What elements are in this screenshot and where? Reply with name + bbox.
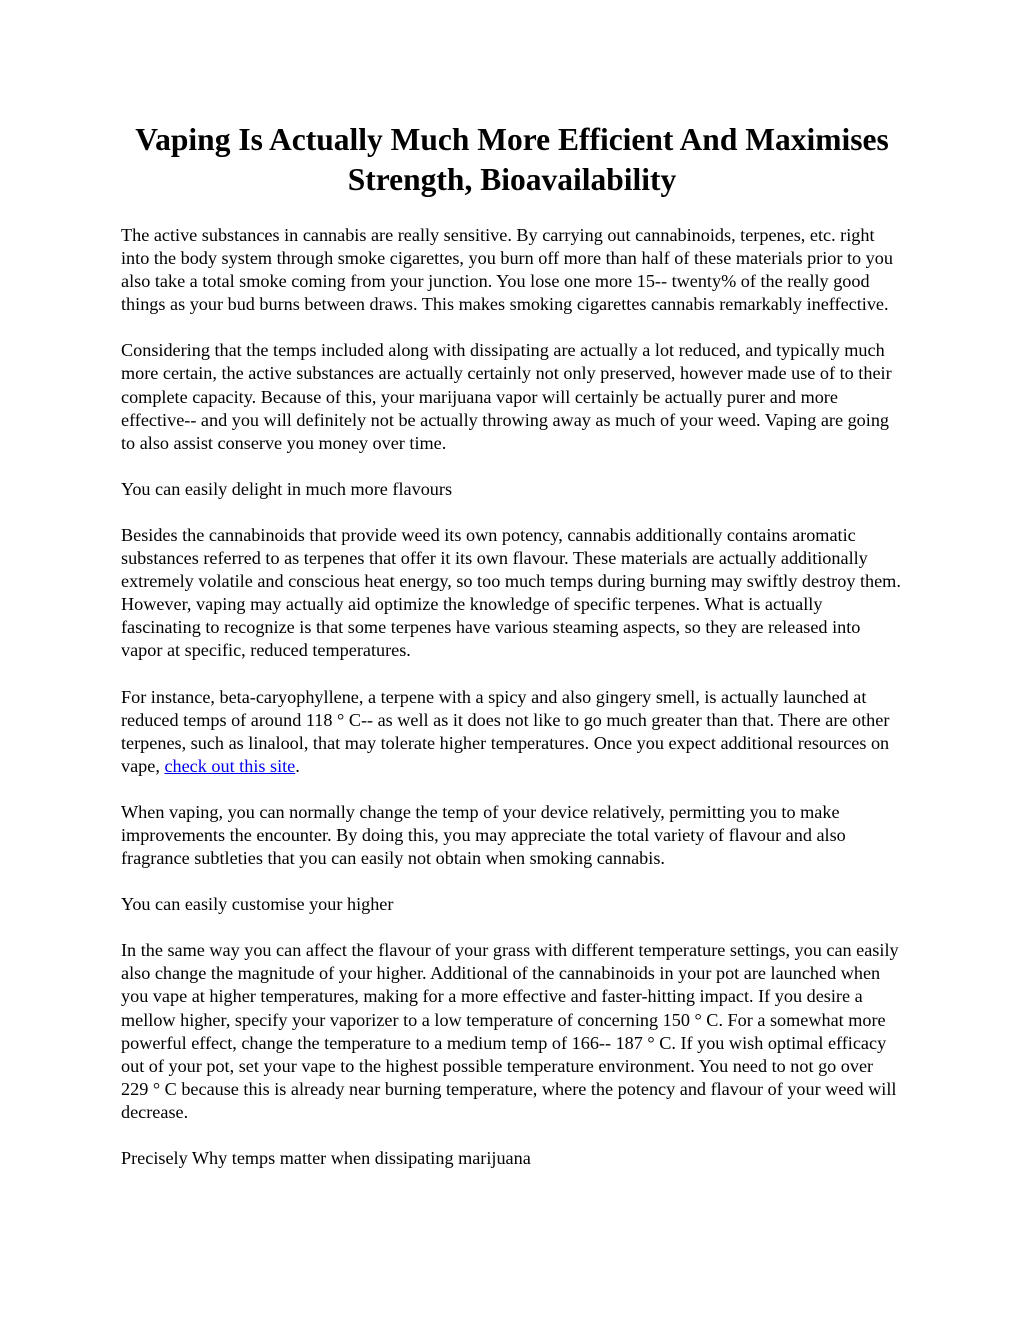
link-suffix: . bbox=[295, 755, 300, 776]
subheading-customise: You can easily customise your higher bbox=[121, 894, 394, 915]
paragraph-beta-caryophyllene bbox=[121, 686, 903, 778]
paragraph-vaping-temp: When vaping, you can normally change the temp of your device relatively, permitting you to make improvements the encounter. By doing this, you may appreciate the total variety of flavour and also fragrance subtleties that you can easily not obtain when smoking cannabis. bbox=[121, 801, 846, 869]
document-title: Vaping Is Actually Much More Efficient And Maximises Strength, Bioavailability bbox=[135, 122, 889, 197]
subheading-flavours: You can easily delight in much more flavours bbox=[121, 478, 453, 499]
paragraph-terpenes: Besides the cannabinoids that provide weed its own potency, cannabis additionally contains aromatic substances referred to as terpenes that offer it its own flavour. These materials are actually additionally extremely volatile and conscious heat energy, so too much temps during burning may swiftly destroy them. However, vaping may actually aid optimize the knowledge of specific terpenes. What is actually fascinating to recognize is that some terpenes have various steaming aspects, so they are released into vapor at specific, reduced temperatures. bbox=[121, 524, 901, 661]
document-page bbox=[121, 120, 903, 1193]
paragraph-active-substances: The active substances in cannabis are really sensitive. By carrying out cannabinoids, terpenes, etc. right into the body system through smoke cigarettes, you burn off more than half of these materials prior to you also take a total smoke coming from your junction. You lose one more 15-- twenty% of the really good things as your bud burns between draws. This makes smoking cigarettes cannabis remarkably ineffective. bbox=[121, 225, 893, 315]
check-out-site-link[interactable]: check out this site bbox=[164, 755, 296, 776]
paragraph-magnitude: In the same way you can affect the flavour of your grass with different temperature settings, you can easily also change the magnitude of your higher. Additional of the cannabinoids in your pot are launched when you vape at higher temperatures, making for a more effective and faster-hitting impact. If you desire a mellow higher, specify your vaporizer to a low temperature of concerning 150 ° C. For a somewhat more powerful effect, change the temperature to a medium temp of 166-- 187 ° C. If you wish optimal efficacy out of your pot, set your vape to the highest possible temperature environment. You need to not go over 229 ° C because this is already near burning temperature, where the potency and flavour of your weed will decrease. bbox=[121, 940, 899, 1122]
paragraph-beta-caryophyllene-text: For instance, beta-caryophyllene, a terpene with a spicy and also gingery smell, is actually launched at reduced temps of around 118 ° C-- as well as it does not like to go much greater than that. There are other terpenes, such as linalool, that may tolerate higher temperatures. Once you expect additional resources on vape, bbox=[121, 686, 890, 776]
subheading-why-temps: Precisely Why temps matter when dissipating marijuana bbox=[121, 1148, 531, 1168]
paragraph-temperatures: Considering that the temps included along with dissipating are actually a lot reduced, and typically much more certain, the active substances are actually certainly not only preserved, however made use of to their complete capacity. Because of this, your marijuana vapor will certainly be actually purer and more effective-- and you will definitely not be actually throwing away as much of your weed. Vaping are going to also assist conserve you money over time. bbox=[121, 340, 892, 453]
